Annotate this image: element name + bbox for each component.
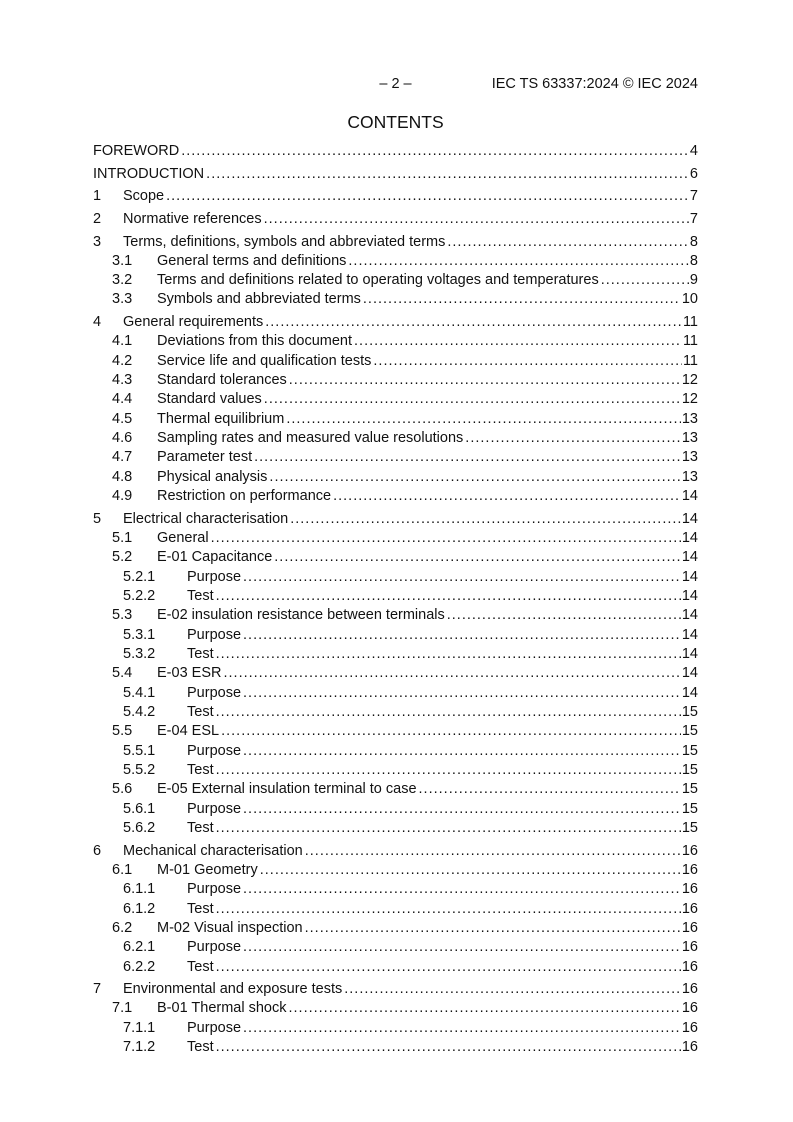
toc-entry-page: 16 <box>681 1039 698 1056</box>
toc-entry-page: 14 <box>681 510 698 527</box>
toc-entry[interactable] <box>93 142 698 161</box>
toc-entry[interactable] <box>93 861 698 880</box>
toc-leader-dots <box>241 800 681 819</box>
toc-entry-number: 4 <box>93 314 102 331</box>
toc-leader-dots <box>303 919 681 938</box>
toc-entry-page: 14 <box>681 665 698 682</box>
toc-entry[interactable] <box>93 606 698 625</box>
toc-entry-number: 5.1 <box>112 530 133 547</box>
toc-entry-page: 16 <box>681 919 698 936</box>
toc-leader-dots <box>204 165 689 184</box>
toc-leader-dots <box>599 271 689 290</box>
toc-entry-number: 6.2.2 <box>123 958 156 975</box>
toc-entry-page: 15 <box>681 819 698 836</box>
toc-entry-number: 6.1 <box>112 861 133 878</box>
toc-entry[interactable] <box>93 742 698 761</box>
toc-entry-number: 2 <box>93 210 102 227</box>
toc-entry-title: Deviations from this document <box>157 333 353 350</box>
toc-entry-number: 4.4 <box>112 391 133 408</box>
toc-leader-dots <box>445 606 681 625</box>
toc-entry[interactable] <box>93 722 698 741</box>
toc-entry-title: General terms and definitions <box>157 252 347 269</box>
toc-entry-number: 5.4.1 <box>123 684 156 701</box>
toc-entry-title: Test <box>187 819 214 836</box>
toc-entry-number: 7 <box>93 981 102 998</box>
toc-entry[interactable] <box>93 958 698 977</box>
toc-entry-number: 4.7 <box>112 449 133 466</box>
toc-entry-page: 6 <box>689 165 698 182</box>
toc-entry[interactable] <box>93 800 698 819</box>
toc-entry-page: 7 <box>689 188 698 205</box>
toc-entry-page: 7 <box>689 210 698 227</box>
toc-entry-title: Thermal equilibrium <box>157 410 285 427</box>
toc-leader-dots <box>164 187 689 206</box>
toc-leader-dots <box>331 487 681 506</box>
toc-entry-number: 5.6.1 <box>123 800 156 817</box>
toc-entry-title: Electrical characterisation <box>123 510 289 527</box>
toc-entry-title: Mechanical characterisation <box>123 842 303 859</box>
toc-leader-dots <box>214 703 681 722</box>
toc-entry-number: 5.2.1 <box>123 568 156 585</box>
toc-entry-number: 5.2.2 <box>123 588 156 604</box>
toc-entry-page: 16 <box>681 1019 698 1036</box>
toc-leader-dots <box>214 761 681 780</box>
toc-entry[interactable] <box>93 626 698 645</box>
toc-leader-dots <box>179 142 689 161</box>
toc-leader-dots <box>263 313 682 332</box>
toc-entry[interactable] <box>93 980 698 999</box>
toc-entry[interactable] <box>93 999 698 1018</box>
toc-entry-title: B-01 Thermal shock <box>157 1000 287 1017</box>
toc-entry-page: 16 <box>681 900 698 917</box>
toc-leader-dots <box>352 332 682 351</box>
toc-entry-number: 1 <box>93 188 102 205</box>
toc-entry-page: 14 <box>681 588 698 604</box>
toc-entry-page: 12 <box>681 391 698 408</box>
toc-entry-page: 15 <box>681 742 698 759</box>
toc-entry-title: Purpose <box>187 684 242 701</box>
toc-entry-title: Scope <box>123 188 165 205</box>
toc-entry-page: 16 <box>681 958 698 975</box>
toc-entry-title: Purpose <box>187 568 242 585</box>
toc-entry-title: E-04 ESL <box>157 723 220 740</box>
toc-entry-title: Terms, definitions, symbols and abbreviated terms <box>123 233 446 250</box>
toc-entry[interactable] <box>93 1019 698 1038</box>
toc-entry[interactable] <box>93 252 698 271</box>
toc-entry[interactable] <box>93 761 698 780</box>
toc-entry-number: 7.1.1 <box>123 1019 156 1036</box>
toc-entry-number: 5.4 <box>112 665 133 682</box>
toc-entry-page: 13 <box>681 430 698 447</box>
toc-entry-number: 4.5 <box>112 410 133 427</box>
toc-entry-page: 14 <box>681 488 698 505</box>
toc-entry-page: 8 <box>689 233 698 250</box>
toc-leader-dots <box>241 684 681 703</box>
toc-leader-dots <box>463 429 681 448</box>
toc-entry-title: Purpose <box>187 626 242 643</box>
toc-entry[interactable] <box>93 819 698 838</box>
toc-entry-title: Test <box>187 761 214 778</box>
toc-entry[interactable] <box>93 371 698 390</box>
toc-leader-dots <box>258 861 681 880</box>
toc-entry-number: 3 <box>93 233 102 250</box>
toc-entry-title: Terms and definitions related to operating voltages and temperatures <box>157 272 599 289</box>
toc-entry-page: 14 <box>681 607 698 624</box>
toc-entry-title: Parameter test <box>157 449 253 466</box>
toc-entry-number: 3.2 <box>112 272 133 289</box>
toc-leader-dots <box>219 722 681 741</box>
toc-entry-number: 4.9 <box>112 488 133 505</box>
toc-entry[interactable] <box>93 703 698 722</box>
toc-entry-title: M-01 Geometry <box>157 861 258 878</box>
toc-leader-dots <box>262 390 681 409</box>
toc-entry-number: 3.3 <box>112 291 133 308</box>
toc-entry-number: 4.6 <box>112 430 133 447</box>
toc-entry-number: 7.1 <box>112 1000 133 1017</box>
toc-leader-dots <box>262 210 689 229</box>
toc-entry-number: 6 <box>93 842 102 859</box>
page-title: CONTENTS <box>347 112 444 132</box>
toc-entry[interactable] <box>93 210 698 229</box>
toc-entry[interactable] <box>93 448 698 467</box>
toc-entry-page: 15 <box>681 800 698 817</box>
toc-entry-number: 5.4.2 <box>123 703 156 720</box>
toc-entry-number: 5.2 <box>112 549 133 566</box>
toc-entry-title: Test <box>187 645 214 662</box>
toc-entry-title: Test <box>187 958 214 975</box>
toc-entry-page: 15 <box>681 781 698 798</box>
toc-entry-title: Purpose <box>187 939 242 956</box>
toc-entry-page: 13 <box>681 410 698 427</box>
toc-entry-number: 4.2 <box>112 352 133 369</box>
toc-entry[interactable] <box>93 487 698 506</box>
toc-entry-title: E-03 ESR <box>157 665 222 682</box>
toc-leader-dots <box>284 410 681 429</box>
toc-entry-page: 11 <box>682 333 698 350</box>
toc-entry[interactable] <box>93 352 698 371</box>
toc-leader-dots <box>287 371 681 390</box>
toc-entry-page: 16 <box>681 842 698 859</box>
toc-entry-title: INTRODUCTION <box>93 165 205 182</box>
toc-entry[interactable] <box>93 880 698 899</box>
toc-entry-title: Service life and qualification tests <box>157 352 372 369</box>
toc-leader-dots <box>214 645 681 664</box>
toc-entry-number: 4.3 <box>112 372 133 389</box>
toc-entry-number: 5.3.2 <box>123 645 156 662</box>
toc-entry-number: 6.1.1 <box>123 881 156 898</box>
toc-entry[interactable] <box>93 165 698 184</box>
toc-entry-page: 14 <box>681 626 698 643</box>
toc-entry-number: 6.2.1 <box>123 939 156 956</box>
toc-entry-title: General requirements <box>123 314 264 331</box>
header-page-number: – 2 – <box>379 76 412 92</box>
toc-entry-title: Standard tolerances <box>157 372 287 389</box>
toc-entry-page: 9 <box>689 272 698 289</box>
toc-entry[interactable] <box>93 332 698 351</box>
toc-entry[interactable] <box>93 548 698 567</box>
toc-entry-page: 16 <box>681 881 698 898</box>
toc-leader-dots <box>361 290 681 309</box>
toc-leader-dots <box>241 1019 681 1038</box>
toc-leader-dots <box>445 233 689 252</box>
toc-entry-page: 14 <box>681 568 698 585</box>
toc-entry[interactable] <box>93 1038 698 1057</box>
toc-entry-number: 5.3 <box>112 607 133 624</box>
toc-entry-title: E-05 External insulation terminal to case <box>157 781 417 798</box>
toc-entry[interactable] <box>93 900 698 919</box>
toc-leader-dots <box>241 626 681 645</box>
toc-entry-page: 16 <box>681 939 698 956</box>
toc-entry-title: Test <box>187 1039 214 1056</box>
toc-entry-page: 13 <box>681 449 698 466</box>
toc-entry-title: Physical analysis <box>157 468 268 485</box>
toc-entry-page: 16 <box>681 861 698 878</box>
toc-leader-dots <box>252 448 681 467</box>
toc-entry-page: 14 <box>681 530 698 547</box>
toc-leader-dots <box>214 958 681 977</box>
toc-entry[interactable] <box>93 290 698 309</box>
toc-entry-title: Purpose <box>187 881 242 898</box>
toc-entry-title: E-02 insulation resistance between terminals <box>157 607 445 624</box>
toc-entry[interactable] <box>93 233 698 252</box>
toc-entry[interactable] <box>93 187 698 206</box>
toc-entry-number: 4.1 <box>112 333 133 350</box>
toc-entry-page: 15 <box>681 761 698 778</box>
toc-entry-number: 5.5.2 <box>123 761 156 778</box>
toc-entry[interactable] <box>93 919 698 938</box>
toc-entry-page: 14 <box>681 645 698 662</box>
toc-leader-dots <box>346 252 689 271</box>
toc-leader-dots <box>214 819 681 838</box>
toc-leader-dots <box>371 352 682 371</box>
toc-leader-dots <box>417 780 681 799</box>
toc-entry-title: Purpose <box>187 800 242 817</box>
toc-leader-dots <box>286 999 680 1018</box>
toc-entry-page: 11 <box>682 352 698 369</box>
toc-entry-page: 14 <box>681 549 698 566</box>
toc-entry[interactable] <box>93 664 698 683</box>
toc-entry-title: Environmental and exposure tests <box>123 981 343 998</box>
toc-entry-title: E-01 Capacitance <box>157 549 273 566</box>
toc-entry-page: 8 <box>689 252 698 269</box>
toc-entry-number: 6.2 <box>112 919 133 936</box>
toc-entry-number: 5.6 <box>112 781 133 798</box>
toc-entry[interactable] <box>93 429 698 448</box>
toc-entry-page: 4 <box>689 143 698 159</box>
toc-leader-dots <box>303 842 681 861</box>
toc-leader-dots <box>214 587 681 606</box>
toc-entry-title: Test <box>187 703 214 720</box>
toc-leader-dots <box>241 880 681 899</box>
toc-entry[interactable] <box>93 410 698 429</box>
toc-entry-title: Symbols and abbreviated terms <box>157 291 361 308</box>
toc-entry-page: 16 <box>681 1000 698 1017</box>
toc-entry-page: 14 <box>681 684 698 701</box>
toc-entry-title: Restriction on performance <box>157 488 332 505</box>
toc-entry-title: Purpose <box>187 1019 242 1036</box>
toc-entry[interactable] <box>93 510 698 529</box>
toc-entry-number: 5.5 <box>112 723 133 740</box>
toc-entry[interactable] <box>93 587 698 606</box>
toc-entry[interactable] <box>93 271 698 290</box>
toc-entry-number: 4.8 <box>112 468 133 485</box>
toc-entry-number: 7.1.2 <box>123 1039 156 1056</box>
toc-entry-title: Test <box>187 900 214 917</box>
toc-entry-page: 15 <box>681 703 698 720</box>
toc-entry-page: 10 <box>681 291 698 308</box>
toc-entry[interactable] <box>93 842 698 861</box>
toc-entry-number: 5.5.1 <box>123 742 156 759</box>
toc-entry-page: 11 <box>682 314 698 331</box>
toc-entry[interactable] <box>93 468 698 487</box>
toc-leader-dots <box>241 742 681 761</box>
toc-list <box>93 142 698 1057</box>
header-document-reference: IEC TS 63337:2024 © IEC 2024 <box>491 76 698 92</box>
toc-leader-dots <box>214 900 681 919</box>
toc-entry-number: 5.6.2 <box>123 819 156 836</box>
toc-entry-title: General <box>157 530 209 547</box>
toc-entry-title: M-02 Visual inspection <box>157 919 303 936</box>
toc-leader-dots <box>221 664 680 683</box>
toc-entry[interactable] <box>93 529 698 548</box>
toc-entry-title: FOREWORD <box>93 143 180 159</box>
toc-entry-title: Purpose <box>187 742 242 759</box>
toc-entry-page: 13 <box>681 468 698 485</box>
toc-entry-title: Standard values <box>157 391 262 408</box>
running-header <box>93 75 698 93</box>
toc-entry-page: 16 <box>681 981 698 998</box>
toc-leader-dots <box>288 510 681 529</box>
toc-leader-dots <box>267 468 680 487</box>
toc-entry-page: 12 <box>681 372 698 389</box>
toc-entry[interactable] <box>93 645 698 664</box>
toc-entry-title: Normative references <box>123 210 262 227</box>
toc-entry-title: Sampling rates and measured value resolutions <box>157 430 464 447</box>
toc-entry-title: Test <box>187 588 214 604</box>
toc-entry[interactable] <box>93 568 698 587</box>
toc-entry-number: 6.1.2 <box>123 900 156 917</box>
toc-entry[interactable] <box>93 684 698 703</box>
toc-leader-dots <box>342 980 681 999</box>
toc-entry-page: 15 <box>681 723 698 740</box>
toc-leader-dots <box>214 1038 681 1057</box>
toc-entry[interactable] <box>93 390 698 409</box>
toc-entry[interactable] <box>93 938 698 957</box>
toc-entry[interactable] <box>93 313 698 332</box>
toc-entry-number: 5 <box>93 510 102 527</box>
toc-leader-dots <box>272 548 681 567</box>
toc-leader-dots <box>209 529 681 548</box>
toc-entry-number: 5.3.1 <box>123 626 156 643</box>
toc-leader-dots <box>241 938 681 957</box>
toc-leader-dots <box>241 568 681 587</box>
toc-entry[interactable] <box>93 780 698 799</box>
toc-entry-number: 3.1 <box>112 252 133 269</box>
